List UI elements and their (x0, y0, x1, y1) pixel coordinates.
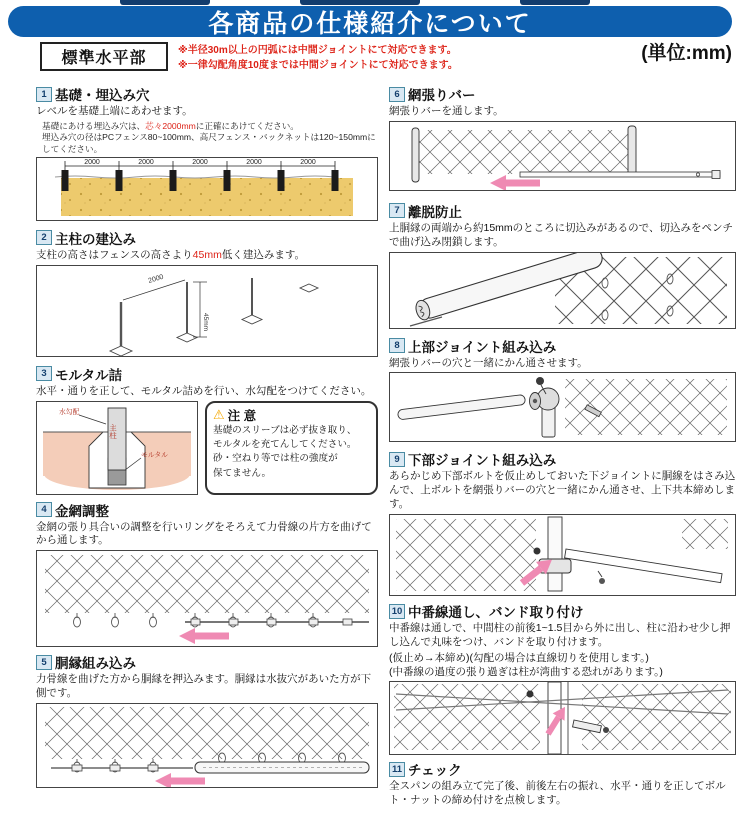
step-number-badge: 2 (36, 230, 52, 245)
section-check (389, 759, 736, 808)
section-net-bar (389, 84, 736, 191)
scan-edge-artifact (120, 0, 210, 5)
caution-box (205, 401, 378, 495)
section-description: 水平・通りを正して、モルタル詰めを行い、水勾配をつけてください。 (36, 384, 372, 397)
step-number-badge: 5 (36, 655, 52, 670)
caution-title: ⚠ 注 意 (213, 406, 257, 423)
section-description: 力骨線を曲げた方から胴縁を押込みます。胴縁は水抜穴があいた方が下側です。 (36, 673, 372, 700)
step-number-badge: 1 (36, 87, 52, 102)
dim-label: 2000 (300, 158, 316, 166)
section-title: 離脱防止 (408, 204, 462, 220)
water-slope-label: 水勾配 (59, 408, 80, 416)
section-mortar-fill (36, 364, 378, 495)
section-description: 支柱の高さはフェンスの高さより45mm低く建込みます。 (36, 248, 306, 261)
header-notes (178, 44, 458, 73)
section-label-box: 標準水平部 (40, 42, 168, 71)
section-note: 埋込み穴の径はPCフェンス80~100mm、高尺フェンス・バックネットは120~150mmにしてください。 (42, 132, 376, 154)
dim-label: 2000 (192, 158, 208, 166)
mortar-label: モルタル (141, 451, 168, 459)
diagram-net-bar (389, 121, 736, 191)
section-rail-insertion (36, 652, 378, 788)
right-column (389, 84, 736, 815)
section-title: 主柱の建込み (55, 231, 136, 247)
section-title: チェック (408, 763, 462, 779)
arrow-left-icon (155, 773, 205, 787)
section-middle-wire-band (389, 601, 736, 755)
diagram-foundation-holes (36, 157, 378, 221)
diagram-lower-joint (389, 514, 736, 596)
post-label: 主柱 (108, 423, 118, 439)
section-title: モルタル詰 (55, 367, 122, 383)
caution-line: 砂・空ねり等では柱の強度が (213, 453, 338, 465)
section-description: 全スパンの組み立て完了後、前後左右の振れ、水平・通りを正してボルト・ナットの締め付けを点検します。 (389, 780, 726, 807)
section-title: 中番線通し、バンド取り付け (408, 605, 584, 621)
diagram-middle-wire (389, 681, 736, 755)
step-number-badge: 8 (389, 338, 405, 353)
section-foundation-holes (36, 84, 378, 221)
section-description: 中番線は通しで、中間柱の前後1~1.5目から外に出し、柱に沿わせ少し押し込んで丸味をつけ、バンドを取り付けます。 (389, 622, 731, 648)
section-detachment-prevention (389, 201, 736, 329)
section-title: 金網調整 (55, 503, 109, 519)
diagram-upper-joint (389, 372, 736, 442)
diagram-mesh-adjust (36, 550, 378, 647)
section-note: 基礎にあける埋込み穴は、芯々2000mmに正確にあけてください。 (42, 120, 299, 131)
section-description: 金網の張り具合いの調整を行いリングをそろえて力骨線の片方を曲げてから通します。 (36, 520, 372, 547)
header-note-line: ※一律勾配角度10度までは中間ジョイントにて対応できます。 (178, 59, 458, 71)
step-number-badge: 7 (389, 203, 405, 218)
section-title: 網張りバー (408, 88, 476, 103)
left-column (36, 84, 378, 795)
section-note: (仮止め→本締め)(勾配の場合は直線切りを使用します。) (389, 651, 649, 664)
dim-label: 2000 (246, 158, 262, 166)
step-number-badge: 4 (36, 502, 52, 517)
page-title: 各商品の仕様紹介について (208, 9, 532, 38)
section-title: 下部ジョイント組み込み (408, 453, 557, 469)
section-title: 胴縁組み込み (55, 656, 136, 672)
dim-label: 2000 (84, 158, 100, 166)
step-number-badge: 6 (389, 87, 405, 102)
section-description: レベルを基礎上端にあわせます。 (36, 105, 193, 117)
diagram-post-erection (36, 265, 378, 357)
step-number-badge: 10 (389, 604, 405, 619)
section-description: あらかじめ下部ボルトを仮止めしておいた下ジョイントに胴線をはさみ込んで、上ボルトを網張りバーの穴と一緒にかん通させ、上下共本締めします。 (389, 470, 736, 511)
section-description: 網張りバーの穴と一緒にかん通させます。 (389, 356, 588, 369)
section-lower-joint (389, 449, 736, 596)
section-description: 網張りバーを通します。 (389, 105, 504, 117)
caution-line: 保てません。 (213, 467, 272, 479)
diagram-pipe-end (389, 252, 736, 329)
caution-line: 基礎のスリーブは必ず抜き取り、 (213, 424, 357, 436)
header-note-line: ※半径30m以上の円弧には中間ジョイントにて対応できます。 (178, 45, 457, 56)
caution-line: モルタルを充てんしてください。 (213, 439, 357, 450)
dim-label: 2000 (138, 158, 154, 166)
section-mesh-adjustment (36, 500, 378, 648)
section-title: 上部ジョイント組み込み (408, 339, 557, 355)
section-description: 上胴縁の両端から約15mmのところに切込みがあるので、切込みをペンチで曲げ込み閉鎖します。 (389, 221, 733, 248)
step-number-badge: 9 (389, 452, 405, 467)
step-number-badge: 11 (389, 762, 405, 777)
section-title: 基礎・埋込み穴 (55, 88, 150, 103)
dim-label-diagonal: 2000 (147, 273, 165, 285)
dim-label-vertical: 45mm (202, 312, 209, 331)
step-number-badge: 3 (36, 366, 52, 381)
section-upper-joint (389, 336, 736, 443)
warning-icon: ⚠ (213, 406, 225, 422)
section-note: (中番線の過度の張り過ぎは柱が湾曲する恐れがあります。) (389, 665, 663, 678)
arrow-left-icon (179, 628, 229, 644)
page-title-banner (8, 6, 732, 37)
unit-label: (単位:mm) (641, 43, 732, 64)
section-main-post-erection (36, 228, 378, 357)
diagram-mortar-section (36, 401, 198, 495)
diagram-rail-insert (36, 703, 378, 788)
